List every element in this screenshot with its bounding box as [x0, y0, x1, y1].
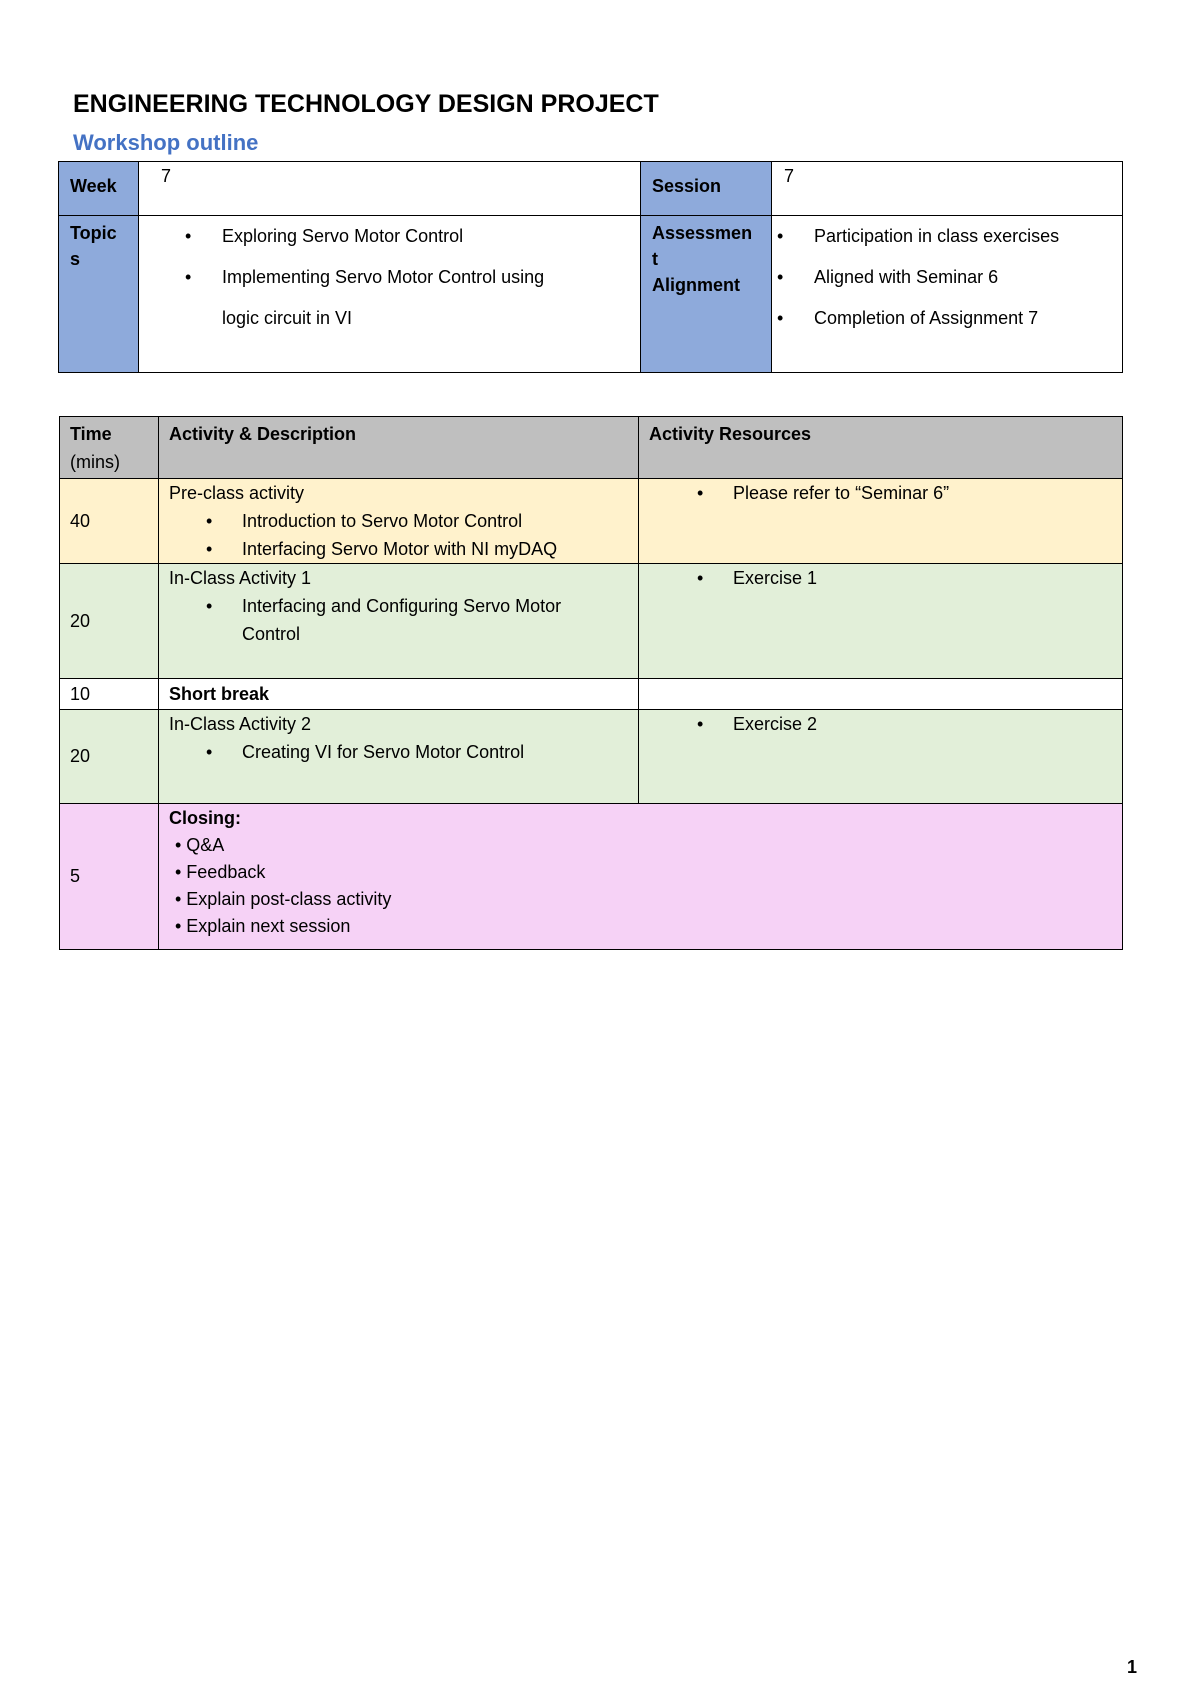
week-label: Week: [70, 176, 117, 196]
bullet-icon: •: [185, 226, 192, 246]
session-label: Session: [652, 176, 722, 196]
workshop-info-table: [58, 161, 1123, 373]
list-item: [772, 216, 1122, 257]
resource-items: [649, 479, 1112, 507]
assessment-text: Participation in class exercises: [814, 226, 1060, 246]
closing-items: [169, 832, 1112, 940]
resource-cell: [639, 564, 1123, 679]
bullet-icon: •: [777, 267, 784, 287]
activity-cell: [159, 679, 639, 710]
resource-items: [649, 564, 1112, 592]
time-cell: 5: [60, 804, 159, 950]
time-cell: 10: [60, 679, 159, 710]
week-session-row: [59, 162, 1123, 216]
list-item-continuation: [139, 298, 640, 339]
list-item: • Q&A: [175, 835, 225, 855]
topic-text: logic circuit in VI: [222, 308, 353, 328]
activity-item-text: Introduction to Servo Motor Control: [242, 511, 523, 531]
page-number: 1: [1127, 1657, 1138, 1677]
activity-item-text: Interfacing and Configuring Servo Motor: [242, 596, 562, 616]
list-item: • Explain next session: [175, 916, 351, 936]
closing-title: Closing:: [169, 808, 241, 828]
list-item-continuation: [169, 620, 628, 648]
activity-cell: [159, 710, 639, 804]
bullet-icon: •: [697, 714, 704, 734]
topic-text: Implementing Servo Motor Control using: [222, 267, 545, 287]
session-label-cell: [641, 162, 772, 216]
activity-items: [169, 738, 628, 766]
time-cell: 20: [60, 564, 159, 679]
closing-cell: [159, 804, 1123, 950]
list-item: [169, 738, 628, 766]
list-item: [649, 564, 1112, 592]
table-row: [60, 564, 1123, 679]
list-item: [169, 592, 628, 620]
list-item: [649, 710, 1112, 738]
activity-header: Activity & Description: [169, 424, 357, 444]
week-value-cell: [139, 162, 641, 216]
resource-cell: [639, 479, 1123, 564]
activity-header-cell: [159, 417, 639, 479]
topics-label-line1: Topic: [70, 223, 117, 243]
table-row: [60, 710, 1123, 804]
activity-item-text: Interfacing Servo Motor with NI myDAQ: [242, 539, 558, 559]
time-unit-header: (mins): [70, 452, 120, 472]
bullet-icon: •: [206, 539, 213, 559]
assessment-label-line3: Alignment: [652, 275, 740, 295]
topics-assessment-row: [59, 216, 1123, 373]
activity-items: [169, 507, 628, 563]
list-item: [169, 507, 628, 535]
bullet-icon: •: [697, 568, 704, 588]
table-row: [60, 804, 1123, 950]
session-value: 7: [784, 166, 795, 186]
bullet-icon: •: [777, 308, 784, 328]
table-row: [60, 479, 1123, 564]
table-row: [60, 679, 1123, 710]
bullet-icon: •: [185, 267, 192, 287]
schedule-header-row: [60, 417, 1123, 479]
assessment-text: Aligned with Seminar 6: [814, 267, 999, 287]
schedule-table: [59, 416, 1123, 950]
bullet-icon: •: [697, 483, 704, 503]
document-title: ENGINEERING TECHNOLOGY DESIGN PROJECT: [73, 90, 659, 118]
time-cell: 20: [60, 710, 159, 804]
week-label-cell: [59, 162, 139, 216]
resources-header-cell: [639, 417, 1123, 479]
assessment-label-cell: [641, 216, 772, 373]
activity-title: In-Class Activity 1: [169, 568, 312, 588]
list-item: [772, 298, 1122, 339]
bullet-icon: •: [206, 596, 213, 616]
assessment-list: [772, 216, 1122, 339]
list-item: [772, 257, 1122, 298]
time-header: Time: [70, 424, 112, 444]
assessment-cell: [772, 216, 1123, 373]
resource-items: [649, 710, 1112, 738]
assessment-label-line1: Assessmen: [652, 223, 753, 243]
list-item: • Feedback: [175, 862, 266, 882]
resources-header: Activity Resources: [649, 424, 812, 444]
topics-label-line2: s: [70, 249, 81, 269]
activity-cell: [159, 564, 639, 679]
bullet-icon: •: [206, 742, 213, 762]
document-subtitle: Workshop outline: [73, 130, 259, 155]
list-item: [649, 479, 1112, 507]
resource-text: Exercise 1: [733, 568, 818, 588]
assessment-label-line2: t: [652, 249, 658, 269]
break-title: Short break: [169, 683, 270, 704]
list-item: • Explain post-class activity: [175, 889, 392, 909]
resource-text: Please refer to “Seminar 6”: [733, 483, 950, 503]
activity-item-text: Control: [242, 624, 301, 644]
activity-title: In-Class Activity 2: [169, 714, 312, 734]
session-value-cell: [772, 162, 1123, 216]
list-item: [169, 535, 628, 563]
time-cell: 40: [60, 479, 159, 564]
time-header-cell: [60, 417, 159, 479]
list-item: [139, 216, 640, 257]
activity-items: [169, 592, 628, 648]
resource-cell: [639, 710, 1123, 804]
resource-text: Exercise 2: [733, 714, 818, 734]
bullet-icon: •: [206, 511, 213, 531]
week-value: 7: [161, 166, 172, 186]
topics-label-cell: [59, 216, 139, 373]
activity-cell: [159, 479, 639, 564]
activity-title: Pre-class activity: [169, 483, 305, 503]
topics-list: [139, 216, 640, 339]
resource-cell: [639, 679, 1123, 710]
list-item: [139, 257, 640, 298]
assessment-text: Completion of Assignment 7: [814, 308, 1039, 328]
topic-text: Exploring Servo Motor Control: [222, 226, 464, 246]
bullet-icon: •: [777, 226, 784, 246]
topics-cell: [139, 216, 641, 373]
activity-item-text: Creating VI for Servo Motor Control: [242, 742, 525, 762]
